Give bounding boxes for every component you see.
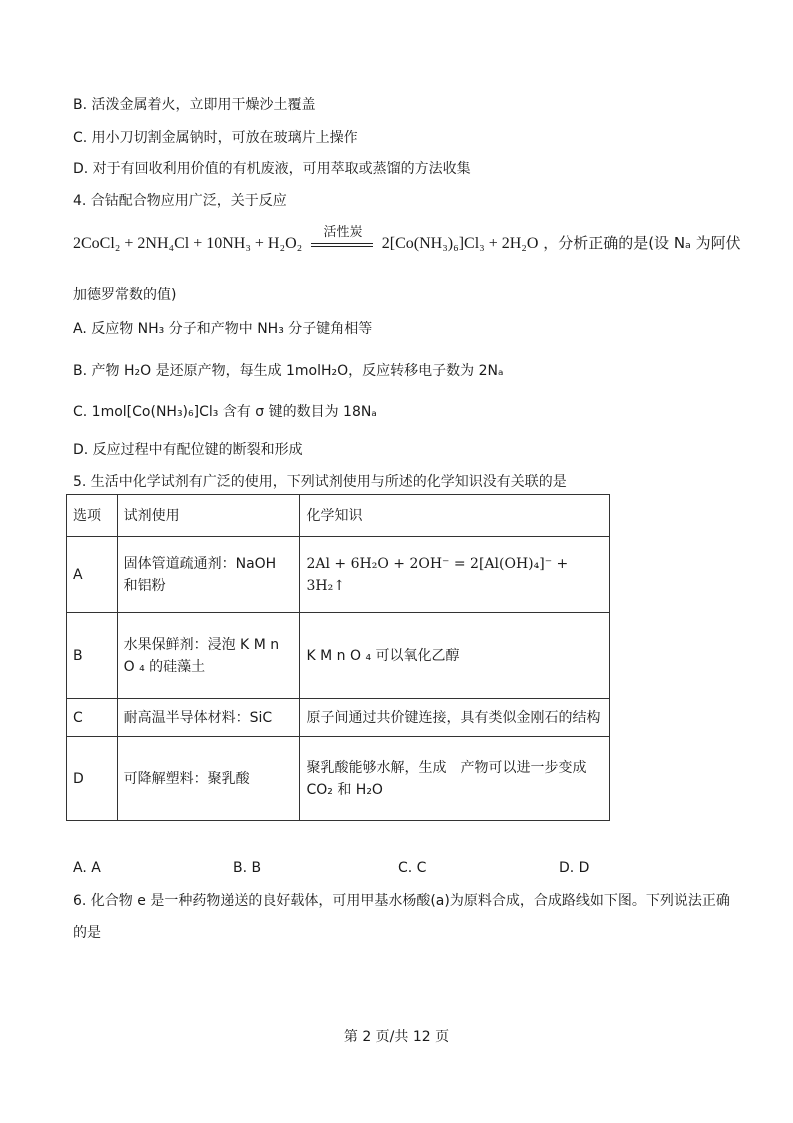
table-row <box>67 613 610 699</box>
table-row <box>67 699 610 737</box>
table-row <box>67 537 610 613</box>
page-footer: 第 2 页/共 12 页 <box>343 1029 450 1045</box>
row-knowledge: 原子间通过共价键连接，具有类似金刚石的结构 <box>300 699 610 737</box>
table-row <box>67 737 610 821</box>
equation-products: 2[Co(NH₃)₆]Cl₃ + 2H₂O <box>381 235 539 252</box>
q3-option-b: B. 活泼金属着火，立即用干燥沙土覆盖 <box>73 97 316 113</box>
q4-option-b: B. 产物 H₂O 是还原产物，每生成 1molH₂O，反应转移电子数为 2Nₐ <box>73 363 504 379</box>
q3-option-c: C. 用小刀切割金属钠时，可放在玻璃片上操作 <box>73 130 358 146</box>
q5-table <box>66 494 610 821</box>
row-knowledge: 聚乳酸能够水解，生成 产物可以进一步变成 CO₂ 和 H₂O <box>300 737 610 821</box>
q4-intro: 4. 合钴配合物应用广泛，关于反应 <box>73 193 287 209</box>
row-usage: 水果保鲜剂：浸泡 K M n O ₄ 的硅藻土 <box>117 613 300 699</box>
row-usage: 固体管道疏通剂：NaOH 和铝粉 <box>117 537 300 613</box>
equals-arrow <box>311 224 373 253</box>
header-option: 选项 <box>67 495 118 537</box>
q4-option-a: A. 反应物 NH₃ 分子和产物中 NH₃ 分子键角相等 <box>73 321 373 337</box>
row-usage: 耐高温半导体材料：SiC <box>117 699 300 737</box>
row-option: A <box>67 537 118 613</box>
row-knowledge: K M n O ₄ 可以氧化乙醇 <box>300 613 610 699</box>
row-usage: 可降解塑料：聚乳酸 <box>117 737 300 821</box>
table-header-row <box>67 495 610 537</box>
header-knowledge: 化学知识 <box>300 495 610 537</box>
q6-line-1: 6. 化合物 e 是一种药物递送的良好载体，可用甲基水杨酸(a)为原料合成，合成路线如下图。下列说法正确 <box>73 893 730 909</box>
q4-option-d: D. 反应过程中有配位键的断裂和形成 <box>73 442 303 458</box>
q4-question-tail: ，分析正确的是(设 Nₐ 为阿伏 <box>543 234 741 252</box>
q4-continuation: 加德罗常数的值) <box>73 287 177 303</box>
q5-option-b: B. B <box>233 860 262 876</box>
equation-reactants: 2CoCl₂ + 2NH₄Cl + 10NH₃ + H₂O₂ <box>73 235 303 252</box>
q5-option-c: C. C <box>398 860 427 876</box>
header-usage: 试剂使用 <box>117 495 300 537</box>
q5-option-a: A. A <box>73 860 101 876</box>
q6-line-2: 的是 <box>73 925 101 941</box>
q4-option-c: C. 1mol[Co(NH₃)₆]Cl₃ 含有 σ 键的数目为 18Nₐ <box>73 404 377 420</box>
q5-option-d: D. D <box>559 860 590 876</box>
row-option: C <box>67 699 118 737</box>
row-option: D <box>67 737 118 821</box>
q5-intro: 5. 生活中化学试剂有广泛的使用，下列试剂使用与所述的化学知识没有关联的是 <box>73 474 567 490</box>
q4-equation <box>73 224 741 253</box>
q3-option-d: D. 对于有回收利用价值的有机废液，可用萃取或蒸馏的方法收集 <box>73 161 471 177</box>
row-option: B <box>67 613 118 699</box>
catalyst-label: 活性炭 <box>323 224 363 240</box>
row-knowledge: 2Al + 6H₂O + 2OH⁻ = 2[Al(OH)₄]⁻ + 3H₂↑ <box>300 537 610 613</box>
